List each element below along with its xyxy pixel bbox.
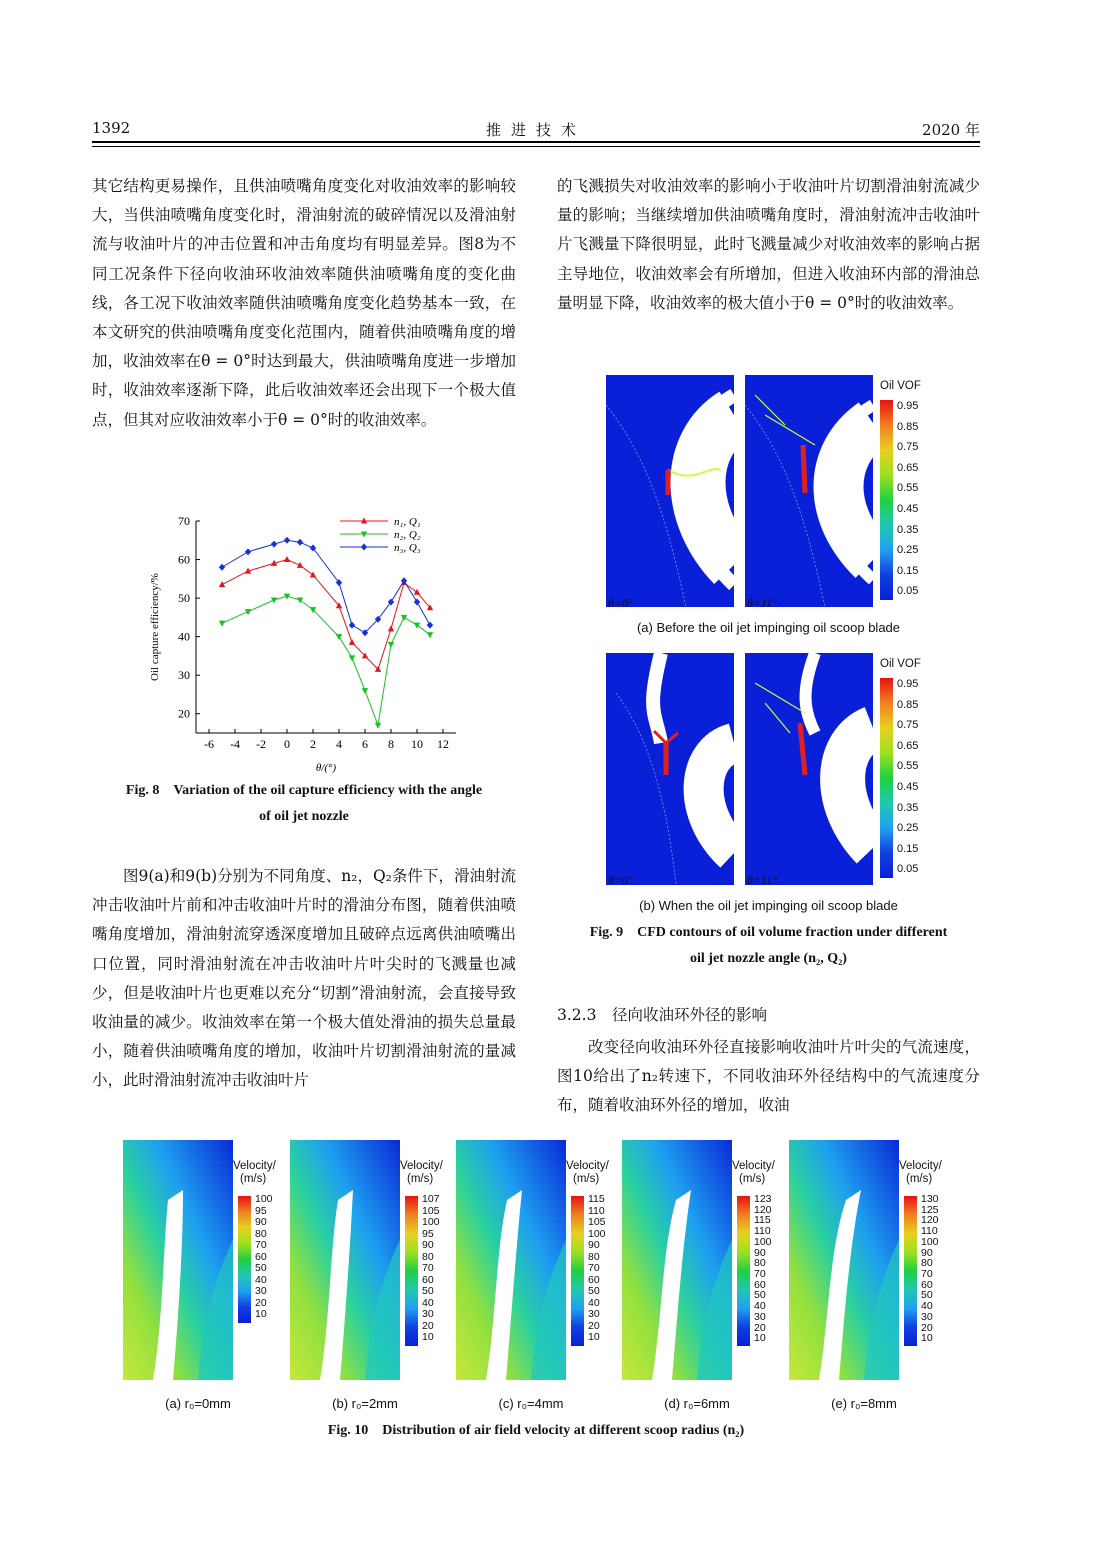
fig10-colorbar-label: 110 bbox=[754, 1225, 771, 1238]
x-tick-label: -4 bbox=[230, 737, 240, 751]
fig10-colorbar-label: 40 bbox=[921, 1300, 933, 1313]
fig10-colorbar-label: 20 bbox=[422, 1319, 434, 1332]
fig10-colorbar-label: 30 bbox=[422, 1308, 434, 1320]
fig10-subcaption-3: (d) r₀=6mm bbox=[664, 1396, 730, 1411]
legend-label-2: n₃, Q₃ bbox=[394, 542, 421, 554]
data-point bbox=[427, 632, 433, 638]
fig9-caption bbox=[557, 920, 980, 972]
fig8-line-chart bbox=[140, 505, 470, 780]
fig10-colorbar-label: 50 bbox=[921, 1289, 933, 1302]
fig10-colorbar-label: 110 bbox=[921, 1225, 938, 1238]
fig9-colorbar-label: 0.35 bbox=[897, 801, 919, 814]
section-heading-3-2-3: 3.2.3 径向收油环外径的影响 bbox=[557, 1006, 767, 1024]
fig8-caption-line1: Fig. 8 Variation of the oil capture efficiency with the angle bbox=[125, 783, 483, 798]
data-point bbox=[349, 655, 355, 661]
data-point bbox=[414, 623, 420, 629]
x-tick-label: 0 bbox=[284, 737, 290, 751]
data-point bbox=[414, 598, 420, 605]
journal-name: 推进技术 bbox=[485, 121, 586, 139]
fig10-colorbar-label: 60 bbox=[921, 1278, 933, 1291]
fig10-caption: Fig. 10 Distribution of air field velocity at different scoop radius (n₂) bbox=[327, 1423, 745, 1438]
fig9-colorbar-label: 0.95 bbox=[897, 400, 919, 412]
fig10-colorbar-label: 10 bbox=[754, 1332, 766, 1345]
fig10-colorbar-label: 30 bbox=[754, 1310, 766, 1323]
fig10-colorbar-label: 80 bbox=[422, 1250, 434, 1263]
fig10-colorbar-gradient bbox=[405, 1196, 418, 1346]
fig10-panel-1 bbox=[290, 1140, 400, 1380]
data-point bbox=[427, 622, 433, 629]
fig10-colorbar-label: 80 bbox=[588, 1250, 600, 1263]
fig9-colorbar-label: 0.35 bbox=[897, 523, 919, 536]
legend-label-0: n₁, Q₁ bbox=[394, 516, 421, 528]
fig9-colorbar-label: 0.95 bbox=[897, 678, 919, 690]
y-axis-label: Oil capture efficiency/% bbox=[149, 573, 161, 681]
fig10-colorbar-label: 123 bbox=[754, 1193, 772, 1205]
fig9-caption-line1: Fig. 9 CFD contours of oil volume fraction under different bbox=[589, 925, 948, 940]
fig9b-subcaption: (b) When the oil jet impinging oil scoop blade bbox=[639, 898, 898, 913]
header-rule-thin bbox=[92, 146, 980, 147]
data-point bbox=[310, 571, 316, 577]
fig10-colorbar-label: 70 bbox=[422, 1262, 434, 1274]
fig10-colorbar-title-b: (m/s) bbox=[407, 1173, 434, 1185]
fig10-colorbar-label: 40 bbox=[422, 1296, 434, 1309]
fig10-colorbar-label: 40 bbox=[255, 1273, 267, 1286]
fig10-subcaption-0: (a) r₀=0mm bbox=[165, 1396, 231, 1411]
data-point bbox=[414, 589, 420, 595]
fig9-colorbar-label: 0.65 bbox=[897, 739, 919, 752]
left-paragraph-1: 其它结构更易操作，且供油喷嘴角度变化对收油效率的影响较大，当供油喷嘴角度变化时，滑油射流的破碎情况以及滑油射流与收油叶片的冲击位置和冲击角度均有明显差异。图8为不同工况条件下径向收油环收油效率随供油喷嘴角度的变化曲线，各工况下收油效率随供油喷嘴角度变化趋势基本一致，在本文研究的供油喷嘴角度变化范围内，随着供油喷嘴角度的增加，收油效率在θ = 0°时达到最大，供油喷嘴角度进一步增加时，收油效率逐渐下降，此后收油效率还会出现下一个极大值点，但其对应收油效率小于θ = 0°时的收油效率。 bbox=[92, 177, 516, 429]
fig10-colorbar-label: 60 bbox=[422, 1273, 434, 1286]
fig10-colorbar-label: 10 bbox=[588, 1331, 600, 1343]
fig10-colorbar-label: 90 bbox=[588, 1239, 600, 1251]
fig8-caption-line2: of oil jet nozzle bbox=[259, 809, 349, 824]
fig10-panel-4 bbox=[789, 1140, 899, 1380]
fig10-colorbar-title-a: Velocity/ bbox=[732, 1160, 775, 1172]
fig10-colorbar-label: 50 bbox=[255, 1262, 267, 1274]
fig10-colorbar-label: 100 bbox=[921, 1235, 939, 1248]
fig10-colorbar-label: 100 bbox=[422, 1216, 440, 1228]
fig9b-theta-label-1: θ=0° bbox=[608, 873, 633, 887]
fig10-colorbar-label: 90 bbox=[754, 1246, 766, 1259]
fig10-colorbar-label: 115 bbox=[754, 1214, 771, 1227]
series-line-0 bbox=[222, 560, 430, 670]
data-point bbox=[336, 634, 342, 640]
data-point bbox=[349, 639, 355, 645]
y-tick-label: 30 bbox=[178, 668, 190, 683]
fig10-colorbar-label: 10 bbox=[921, 1332, 933, 1345]
fig10-colorbar-label: 80 bbox=[255, 1227, 267, 1240]
fig10-colorbar-label: 90 bbox=[921, 1246, 933, 1259]
fig9a-subcaption: (a) Before the oil jet impinging oil scoop blade bbox=[636, 620, 901, 635]
fig10-colorbar-label: 50 bbox=[588, 1285, 600, 1297]
fig10-colorbar-label: 50 bbox=[422, 1285, 434, 1297]
fig10-colorbar-label: 100 bbox=[255, 1193, 273, 1205]
fig9-colorbar-label: 0.55 bbox=[897, 482, 919, 495]
x-tick-label: 4 bbox=[336, 737, 342, 751]
fig10-colorbar-label: 20 bbox=[921, 1321, 933, 1334]
fig9b-colorbar-gradient bbox=[880, 678, 893, 878]
fig9b-colorbar-title: Oil VOF bbox=[880, 658, 921, 670]
fig10-colorbar-title-b: (m/s) bbox=[739, 1173, 766, 1185]
fig10-colorbar-gradient bbox=[571, 1196, 584, 1346]
series-line-1 bbox=[222, 596, 430, 725]
x-tick-label: 12 bbox=[437, 737, 449, 751]
fig9-caption-line2: oil jet nozzle angle (n₂, Q₂) bbox=[690, 951, 847, 966]
data-point bbox=[401, 577, 407, 584]
data-point bbox=[271, 541, 277, 548]
fig10-colorbar-title-b: (m/s) bbox=[573, 1173, 600, 1185]
data-point bbox=[361, 544, 367, 551]
fig10-colorbar-label: 115 bbox=[588, 1193, 605, 1205]
fig10-colorbar-label: 50 bbox=[754, 1289, 766, 1302]
y-tick-label: 70 bbox=[178, 514, 190, 528]
fig10-colorbar-label: 20 bbox=[588, 1319, 600, 1332]
fig10-colorbar-label: 10 bbox=[422, 1331, 434, 1343]
data-point bbox=[297, 598, 303, 604]
fig10-colorbar-label: 120 bbox=[754, 1203, 772, 1216]
fig10-colorbar-label: 80 bbox=[754, 1257, 766, 1270]
fig10-subcaption-1: (b) r₀=2mm bbox=[332, 1396, 398, 1411]
x-tick-label: 8 bbox=[388, 737, 394, 751]
fig10-colorbar-label: 40 bbox=[754, 1300, 766, 1313]
fig9-colorbar-label: 0.85 bbox=[897, 698, 919, 711]
page-number: 1392 bbox=[92, 119, 131, 137]
fig9-colorbar-label: 0.15 bbox=[897, 564, 919, 577]
fig9-colorbar-label: 0.75 bbox=[897, 441, 919, 454]
data-point bbox=[349, 622, 355, 629]
fig10-colorbar-label: 130 bbox=[921, 1193, 939, 1205]
fig10-colorbar-label: 70 bbox=[754, 1268, 766, 1280]
fig9a-theta-label-1: θ=0° bbox=[608, 596, 633, 610]
fig10-colorbar-title-a: Velocity/ bbox=[899, 1160, 942, 1172]
x-axis-label: θ/(°) bbox=[315, 762, 337, 774]
data-point bbox=[388, 625, 394, 631]
data-point bbox=[401, 615, 407, 621]
fig9-colorbar-label: 0.65 bbox=[897, 461, 919, 474]
fig10-colorbar-label: 120 bbox=[921, 1214, 939, 1227]
fig10-colorbar-label: 95 bbox=[255, 1204, 267, 1217]
fig10-colorbar-label: 60 bbox=[255, 1250, 267, 1263]
fig10-colorbar-label: 90 bbox=[422, 1239, 434, 1251]
fig9a-colorbar-gradient bbox=[880, 400, 893, 600]
fig10-colorbar-label: 100 bbox=[754, 1235, 772, 1248]
fig10-panel-2 bbox=[456, 1140, 566, 1380]
data-point bbox=[284, 556, 290, 562]
fig10-colorbar-label: 125 bbox=[921, 1203, 939, 1216]
fig10-panel-3 bbox=[622, 1140, 732, 1380]
fig10-colorbar-gradient bbox=[904, 1196, 917, 1346]
fig10-colorbar-label: 90 bbox=[255, 1216, 267, 1228]
fig10-colorbar-title-b: (m/s) bbox=[240, 1173, 267, 1185]
data-point bbox=[362, 688, 368, 694]
fig8-caption bbox=[92, 778, 516, 830]
fig10-colorbar-title-a: Velocity/ bbox=[400, 1160, 443, 1172]
fig9b-theta-label-2: θ=11° bbox=[747, 873, 777, 887]
fig9a-theta-label-2: θ=11° bbox=[747, 596, 777, 610]
fig10-colorbar-label: 30 bbox=[255, 1285, 267, 1297]
fig10-colorbar-title-b: (m/s) bbox=[906, 1173, 933, 1185]
x-tick-label: 2 bbox=[310, 737, 316, 751]
fig10-colorbar-label: 80 bbox=[921, 1257, 933, 1270]
fig10-colorbar-gradient bbox=[238, 1196, 251, 1323]
fig10-colorbar-label: 100 bbox=[588, 1227, 606, 1240]
fig10-colorbar-label: 110 bbox=[588, 1204, 605, 1217]
fig10-colorbar-label: 95 bbox=[422, 1227, 434, 1240]
fig9a-contour-theta11 bbox=[745, 375, 873, 607]
fig10-subcaption-4: (e) r₀=8mm bbox=[831, 1396, 897, 1411]
data-point bbox=[245, 548, 251, 555]
publication-year: 2020 年 bbox=[922, 121, 980, 139]
fig10-colorbar-label: 107 bbox=[422, 1193, 440, 1205]
left-paragraph-2: 图9(a)和9(b)分别为不同角度、n₂，Q₂条件下，滑油射流冲击收油叶片前和冲击收油叶片时的滑油分布图，随着供油喷嘴角度增加，滑油射流穿透深度增加且破碎点远离供油喷嘴出口位置，同时滑油射流在冲击收油叶片叶尖时的飞溅量也减少，但是收油叶片也更难以充分“切割”滑油射流，会直接导致收油量的减少。收油效率在第一个极大值处滑油的损失总量最小，随着供油喷嘴角度的增加，收油叶片切割滑油射流的量减小，此时滑油射流冲击收油叶片 bbox=[92, 867, 516, 1090]
fig10-colorbar-label: 20 bbox=[754, 1321, 766, 1334]
fig10-colorbar-label: 70 bbox=[588, 1262, 600, 1274]
data-point bbox=[388, 642, 394, 648]
data-point bbox=[219, 564, 225, 571]
fig9-colorbar-label: 0.55 bbox=[897, 760, 919, 773]
y-tick-label: 50 bbox=[178, 591, 190, 606]
y-tick-label: 60 bbox=[178, 552, 190, 567]
fig10-colorbar-label: 40 bbox=[588, 1296, 600, 1309]
fig9-colorbar-label: 0.85 bbox=[897, 420, 919, 433]
fig10-colorbar-gradient bbox=[737, 1196, 750, 1346]
fig9b-contour-theta0 bbox=[606, 653, 734, 885]
x-tick-label: -6 bbox=[204, 737, 214, 751]
fig10-colorbar-title-a: Velocity/ bbox=[566, 1160, 609, 1172]
fig10-colorbar-label: 70 bbox=[921, 1268, 933, 1280]
fig9-colorbar-label: 0.25 bbox=[897, 822, 919, 835]
header-rule-thick bbox=[92, 141, 980, 143]
fig9-colorbar-label: 0.15 bbox=[897, 842, 919, 855]
x-tick-label: 10 bbox=[411, 737, 423, 751]
fig10-colorbar-title-a: Velocity/ bbox=[233, 1160, 276, 1172]
fig10-colorbar-label: 70 bbox=[255, 1239, 267, 1251]
x-tick-label: 6 bbox=[362, 737, 368, 751]
data-point bbox=[284, 537, 290, 544]
right-paragraph-2: 改变径向收油环外径直接影响收油叶片叶尖的气流速度，图10给出了n₂转速下，不同收油环外径结构中的气流速度分布，随着收油环外径的增加，收油 bbox=[557, 1038, 980, 1115]
fig10-colorbar-label: 60 bbox=[588, 1273, 600, 1286]
fig9-colorbar-label: 0.25 bbox=[897, 544, 919, 557]
right-paragraph-1: 的飞溅损失对收油效率的影响小于收油叶片切割滑油射流减少量的影响；当继续增加供油喷嘴角度时，滑油射流冲击收油叶片飞溅量下降很明显，此时飞溅量减少对收油效率的影响占据主导地位，收油效率会有所增加，但进入收油环内部的滑油总量明显下降，收油效率的极大值小于θ = 0°时的收油效率。 bbox=[557, 177, 980, 312]
x-tick-label: -2 bbox=[256, 737, 266, 751]
fig10-colorbar-label: 105 bbox=[422, 1204, 440, 1217]
data-point bbox=[375, 723, 381, 729]
fig9-colorbar-label: 0.45 bbox=[897, 781, 919, 793]
fig10-colorbar-label: 10 bbox=[255, 1308, 267, 1320]
fig9a-contour-theta0 bbox=[606, 375, 734, 607]
page-header bbox=[92, 119, 980, 141]
fig10-subcaption-2: (c) r₀=4mm bbox=[498, 1396, 564, 1411]
fig10-colorbar-label: 60 bbox=[754, 1278, 766, 1291]
legend-label-1: n₂, Q₂ bbox=[394, 529, 421, 541]
y-tick-label: 40 bbox=[178, 629, 190, 644]
data-point bbox=[219, 621, 225, 627]
fig10-colorbar-label: 30 bbox=[588, 1308, 600, 1320]
y-tick-label: 20 bbox=[178, 706, 190, 721]
series-line-2 bbox=[222, 540, 430, 633]
fig10-panel-0 bbox=[123, 1140, 233, 1380]
data-point bbox=[297, 539, 303, 546]
fig9b-contour-theta11 bbox=[745, 653, 873, 885]
fig9-colorbar-label: 0.05 bbox=[897, 863, 919, 876]
data-point bbox=[219, 581, 225, 587]
fig9-colorbar-label: 0.45 bbox=[897, 503, 919, 515]
fig10-colorbar-label: 105 bbox=[588, 1216, 606, 1228]
fig9-colorbar-label: 0.05 bbox=[897, 585, 919, 598]
fig9a-colorbar-title: Oil VOF bbox=[880, 380, 921, 392]
fig9-colorbar-label: 0.75 bbox=[897, 719, 919, 732]
fig10-colorbar-label: 30 bbox=[921, 1310, 933, 1323]
fig10-colorbar-label: 20 bbox=[255, 1296, 267, 1309]
